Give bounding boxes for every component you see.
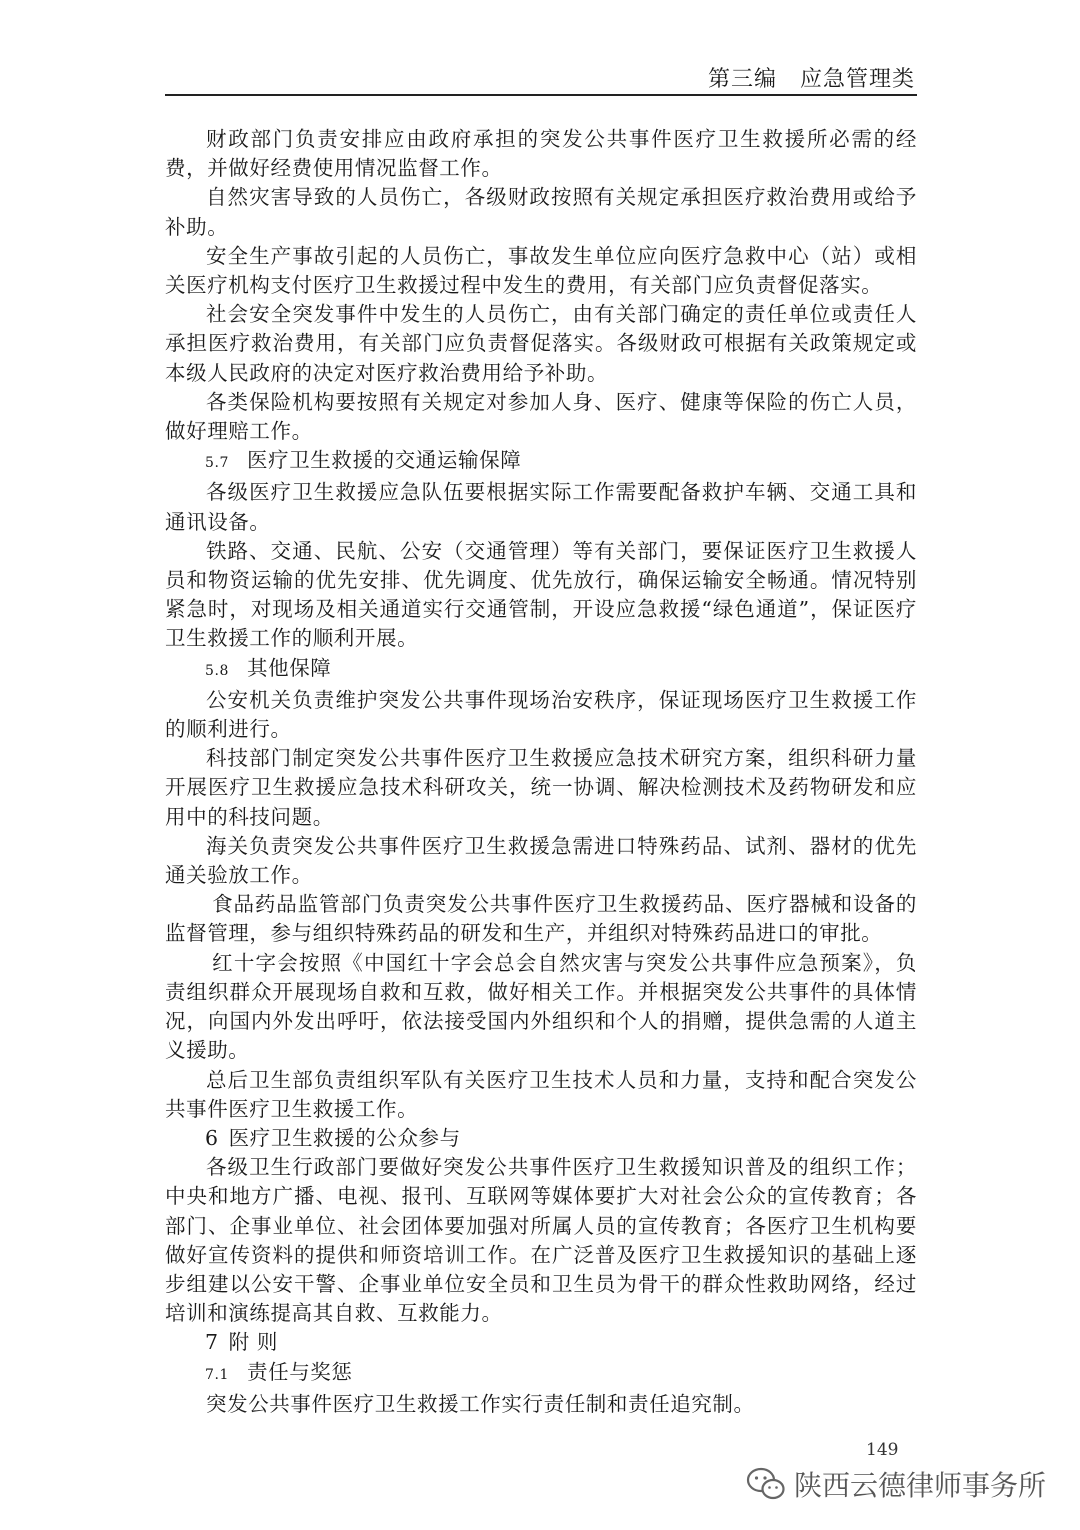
paragraph: 科技部门制定突发公共事件医疗卫生救援应急技术研究方案，组织科研力量开展医疗卫生救援应急技术科研攻关，统一协调、解决检测技术及药物研发和应用中的科技问题。	[165, 746, 917, 829]
watermark-text: 陕西云德律师事务所	[793, 1469, 1046, 1502]
paragraph: 各级卫生行政部门要做好突发公共事件医疗卫生救援知识普及的组织工作；中央和地方广播、电视、报刊、互联网等媒体要扩大对社会公众的宣传教育；各部门、企事业单位、社会团体要加强对所属人员的宣传教育；各医疗卫生机构要做好宣传资料的提供和师资培训工作。在广泛普及医疗卫生救援知识的基础上逐步组建以公安干警、企事业单位安全员和卫生员为骨干的群众性救助网络，经过培训和演练提高其自救、互救能力。	[165, 1155, 917, 1326]
paragraph: 食品药品监管部门负责突发公共事件医疗卫生救援药品、医疗器械和设备的监督管理，参与组织特殊药品的研发和生产，并组织对特殊药品进口的审批。	[165, 892, 917, 946]
wechat-icon	[746, 1466, 786, 1502]
paragraph: 铁路、交通、民航、公安（交通管理）等有关部门，要保证医疗卫生救援人员和物资运输的优先安排、优先调度、优先放行，确保运输安全畅通。情况特别紧急时，对现场及相关通道实行交通管制，开设应急救援“绿色通道”，保证医疗卫生救援工作的顺利开展。	[165, 538, 917, 651]
paragraph: 公安机关负责维护突发公共事件现场治安秩序，保证现场医疗卫生救援工作的顺利进行。	[165, 687, 917, 742]
header-title: 第三编 应急管理类	[707, 67, 915, 92]
section-number: 7.1	[205, 1366, 230, 1383]
section-number: 6	[205, 1125, 219, 1150]
page-header	[165, 58, 917, 96]
paragraph: 自然灾害导致的人员伤亡，各级财政按照有关规定承担医疗救治费用或给予补助。	[165, 185, 917, 239]
paragraph: 各类保险机构要按照有关规定对参加人身、医疗、健康等保险的伤亡人员，做好理赔工作。	[165, 389, 917, 444]
section-number: 5.7	[205, 455, 230, 472]
paragraph: 红十字会按照《中国红十字会总会自然灾害与突发公共事件应急预案》，负责组织群众开展现场自救和互救，做好相关工作。并根据突发公共事件的具体情况，向国内外发出呼吁，依法接受国内外组织和个人的捐赠，提供急需的人道主义援助。	[165, 950, 917, 1063]
paragraph: 各级医疗卫生救援应急队伍要根据实际工作需要配备救护车辆、交通工具和通讯设备。	[165, 480, 917, 534]
section-heading	[165, 1358, 917, 1390]
paragraph: 安全生产事故引起的人员伤亡，事故发生单位应向医疗急救中心（站）或相关医疗机构支付医疗卫生救援过程中发生的费用，有关部门应负责督促落实。	[165, 243, 917, 298]
section-title: 其他保障	[247, 655, 332, 680]
section-heading	[165, 446, 917, 478]
paragraph: 总后卫生部负责组织军队有关医疗卫生技术人员和力量，支持和配合突发公共事件医疗卫生救援工作。	[165, 1067, 917, 1121]
page-content	[165, 125, 917, 1419]
section-title: 医疗卫生救援的交通运输保障	[247, 448, 522, 473]
section-title: 医疗卫生救援的公众参与	[228, 1125, 461, 1150]
section-number: 7	[205, 1330, 219, 1355]
paragraph: 海关负责突发公共事件医疗卫生救援急需进口特殊药品、试剂、器材的优先通关验放工作。	[165, 833, 917, 888]
section-number: 5.8	[205, 662, 230, 679]
paragraph: 财政部门负责安排应由政府承担的突发公共事件医疗卫生救援所必需的经费，并做好经费使用情况监督工作。	[165, 127, 917, 181]
paragraph: 突发公共事件医疗卫生救援工作实行责任制和责任追究制。	[206, 1391, 755, 1416]
section-heading	[165, 1328, 917, 1357]
section-title: 附 则	[228, 1330, 278, 1355]
paragraph: 社会安全突发事件中发生的人员伤亡，由有关部门确定的责任单位或责任人承担医疗救治费用，有关部门应负责督促落实。各级财政可根据有关政策规定或本级人民政府的决定对医疗救治费用给予补助。	[165, 302, 917, 385]
watermark	[746, 1464, 1046, 1504]
page-number: 149	[866, 1440, 899, 1460]
section-heading	[165, 654, 917, 686]
section-heading	[165, 1124, 917, 1153]
section-title: 责任与奖惩	[247, 1359, 353, 1384]
